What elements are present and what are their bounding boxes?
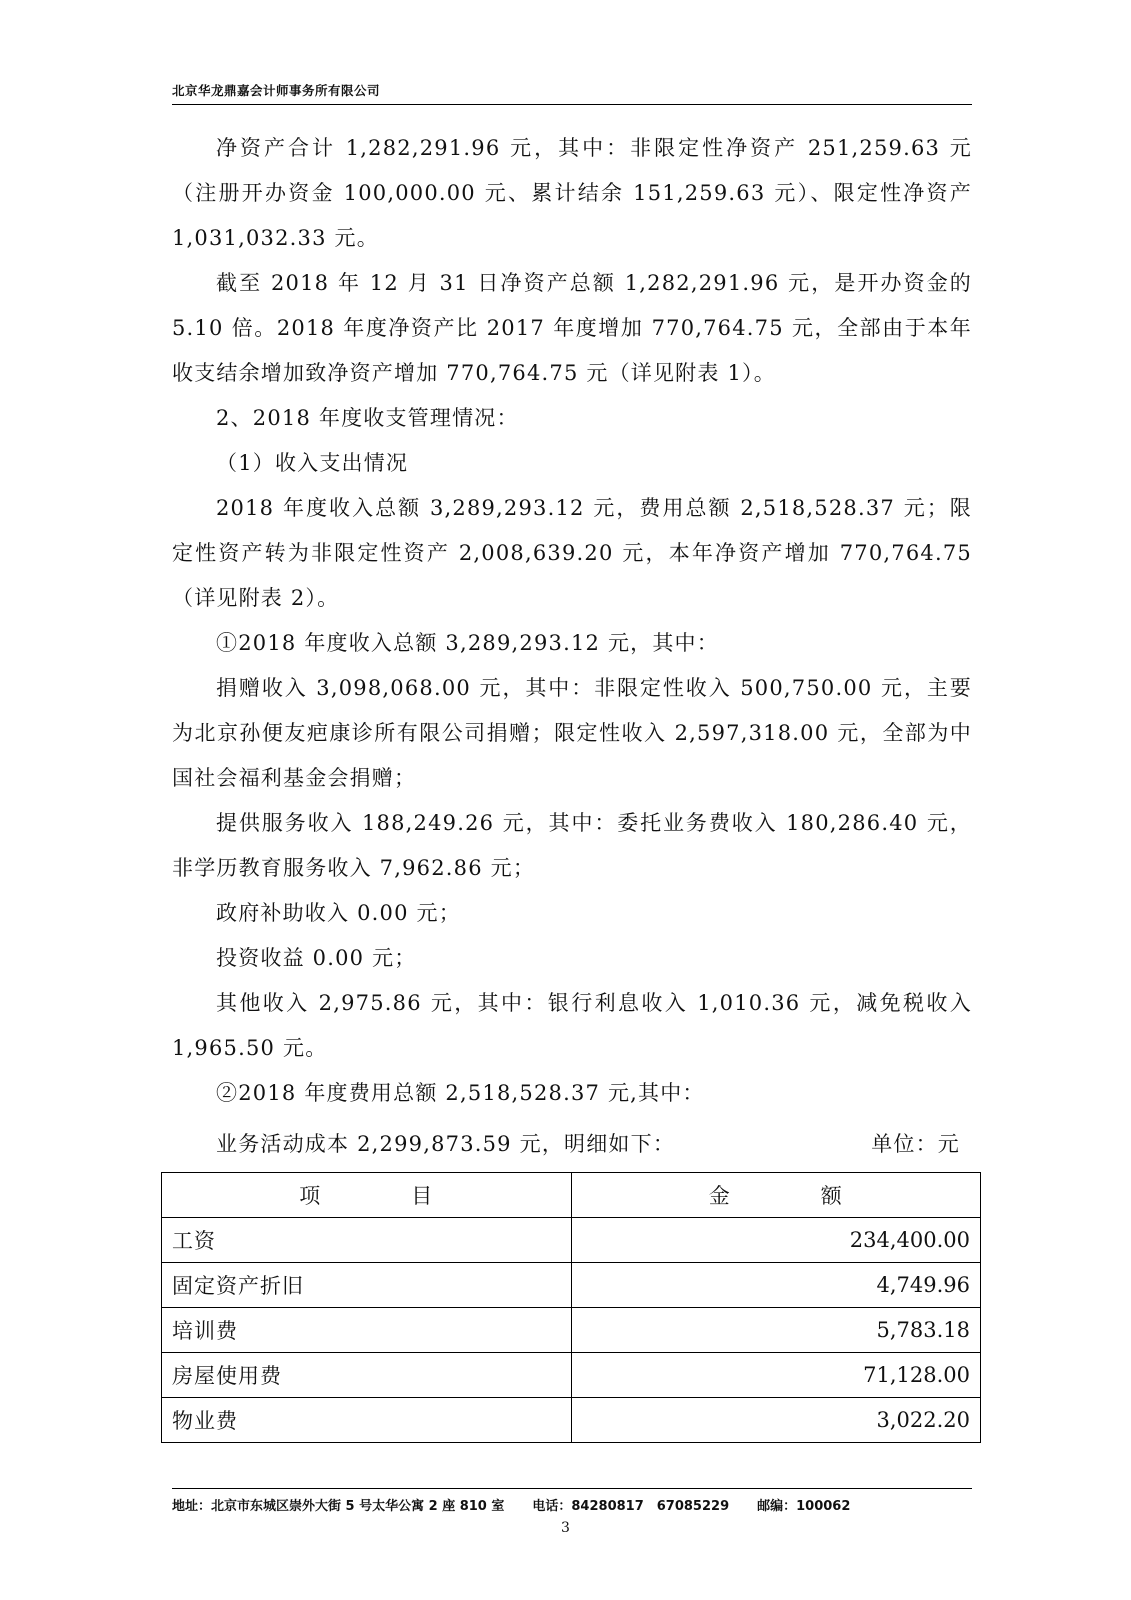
row-amount: 71,128.00 [571,1353,981,1398]
header-rule [172,104,972,105]
paragraph-donation-income: 捐赠收入 3,098,068.00 元，其中：非限定性收入 500,750.00 元，主要为北京孙便友疤康诊所有限公司捐赠；限定性收入 2,597,318.00 元，全部为中国社会福利基金会捐赠； [172,676,972,790]
paragraph-income-total: ①2018 年度收入总额 3,289,293.12 元，其中： [216,631,719,655]
cost-detail-line [172,1128,960,1158]
table-row [162,1263,981,1308]
header-amount: 金 额 [571,1173,981,1218]
body-text [172,126,972,1116]
paragraph-section-2: 2、2018 年度收支管理情况： [216,406,519,430]
unit-label: 单位：元 [871,1132,960,1156]
cost-detail-text: 业务活动成本 2,299,873.59 元，明细如下： [216,1132,676,1156]
paragraph-subsection-1: （1）收入支出情况 [216,451,409,475]
firm-header: 北京华龙鼎嘉会计师事务所有限公司 [172,83,381,98]
paragraph-net-assets: 净资产合计 1,282,291.96 元，其中：非限定性净资产 251,259.63 元（注册开办资金 100,000.00 元、累计结余 151,259.63 元）、限定性净资产 1,031,032.33 元。 [172,136,972,250]
table-row [162,1398,981,1443]
row-amount: 234,400.00 [571,1218,981,1263]
row-item: 房屋使用费 [162,1353,572,1398]
table-row [162,1353,981,1398]
footer-rule [172,1488,972,1489]
header-item: 项 目 [162,1173,572,1218]
table-row [162,1218,981,1263]
row-item: 物业费 [162,1398,572,1443]
row-amount: 5,783.18 [571,1308,981,1353]
paragraph-income-expense: 2018 年度收入总额 3,289,293.12 元，费用总额 2,518,528.37 元；限定性资产转为非限定性资产 2,008,639.20 元，本年净资产增加 770,764.75（详见附表 2）。 [172,496,972,610]
row-amount: 4,749.96 [571,1263,981,1308]
footer [172,1495,972,1514]
paragraph-investment-income: 投资收益 0.00 元； [216,946,417,970]
row-item: 培训费 [162,1308,572,1353]
paragraph-government-grant: 政府补助收入 0.00 元； [216,901,461,925]
row-item: 固定资产折旧 [162,1263,572,1308]
footer-address: 地址：北京市东城区崇外大街 5 号太华公寓 2 座 810 室 [172,1499,505,1514]
table-row [162,1308,981,1353]
row-amount: 3,022.20 [571,1398,981,1443]
paragraph-net-assets-total: 截至 2018 年 12 月 31 日净资产总额 1,282,291.96 元，是开办资金的 5.10 倍。2018 年度净资产比 2017 年度增加 770,764.75 元，全部由于本年收支结余增加致净资产增加 770,764.75 元（详见附表 1）。 [172,271,972,385]
footer-phone: 电话：84280817 67085229 [532,1499,730,1514]
table-header-row [162,1173,981,1218]
row-item: 工资 [162,1218,572,1263]
paragraph-service-income: 提供服务收入 188,249.26 元，其中：委托业务费收入 180,286.40 元，非学历教育服务收入 7,962.86 元； [172,811,972,880]
paragraph-expense-total: ②2018 年度费用总额 2,518,528.37 元,其中： [216,1081,705,1105]
footer-postcode: 邮编：100062 [757,1499,851,1514]
page-number: 3 [561,1520,570,1536]
paragraph-other-income: 其他收入 2,975.86 元，其中：银行利息收入 1,010.36 元，减免税收入 1,965.50 元。 [172,991,972,1060]
cost-detail-table [161,1172,981,1443]
